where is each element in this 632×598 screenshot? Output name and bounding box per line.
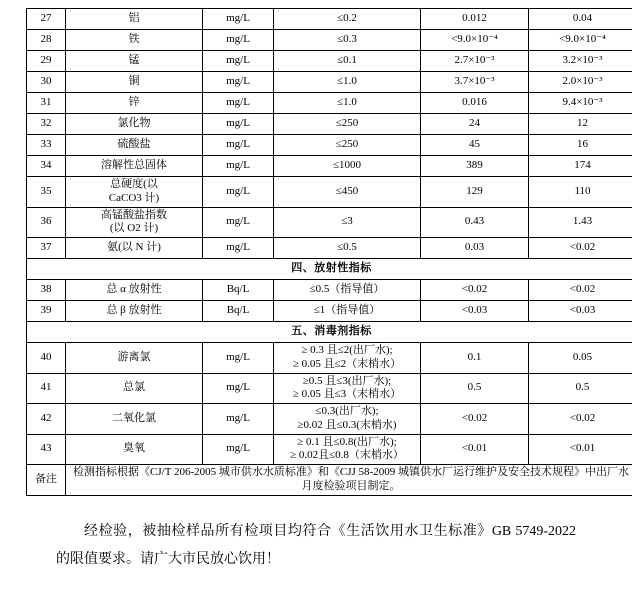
indicator-unit: mg/L [203, 114, 274, 135]
indicator-unit: mg/L [203, 135, 274, 156]
row-index: 34 [27, 156, 66, 177]
indicator-limit: ≥ 0.1 且≤0.8(出厂水); ≥ 0.02且≤0.8（末梢水） [274, 434, 421, 465]
value-outlet: 0.5 [421, 373, 529, 404]
value-tap: 9.4×10⁻³ [529, 93, 632, 114]
row-index: 27 [27, 9, 66, 30]
value-tap: <0.02 [529, 280, 632, 301]
indicator-name: 溶解性总固体 [66, 156, 203, 177]
indicator-limit: ≥ 0.3 且≤2(出厂水); ≥ 0.05 且≤2（末梢水） [274, 343, 421, 374]
indicator-unit: mg/L [203, 177, 274, 208]
row-index: 32 [27, 114, 66, 135]
section-title: 四、放射性指标 [27, 259, 632, 280]
conclusion-block [26, 518, 606, 574]
indicator-limit: ≤0.3(出厂水); ≥0.02 且≤0.3(末梢水) [274, 404, 421, 435]
table-section-row [27, 322, 632, 343]
value-outlet: <0.02 [421, 404, 529, 435]
value-tap: 12 [529, 114, 632, 135]
value-tap: 3.2×10⁻³ [529, 51, 632, 72]
value-outlet: <9.0×10⁻⁴ [421, 30, 529, 51]
indicator-name: 氨(以 N 计) [66, 238, 203, 259]
indicator-unit: Bq/L [203, 280, 274, 301]
indicator-limit: ≤250 [274, 135, 421, 156]
table-row [27, 72, 632, 93]
indicator-unit: mg/L [203, 156, 274, 177]
row-index: 39 [27, 301, 66, 322]
indicator-limit: ≤0.5 [274, 238, 421, 259]
section-title: 五、消毒剂指标 [27, 322, 632, 343]
row-index: 29 [27, 51, 66, 72]
indicator-unit: mg/L [203, 30, 274, 51]
indicator-unit: mg/L [203, 72, 274, 93]
row-index: 38 [27, 280, 66, 301]
indicator-name: 总硬度(以 CaCO3 计) [66, 177, 203, 208]
indicator-name: 臭氧 [66, 434, 203, 465]
row-index: 41 [27, 373, 66, 404]
value-outlet: 0.016 [421, 93, 529, 114]
table-row [27, 114, 632, 135]
value-tap: <0.02 [529, 238, 632, 259]
table-note-row [27, 465, 632, 496]
conclusion-text: 经检验，被抽检样品所有检项目均符合《生活饮用水卫生标准》GB 5749-2022 的限值要求。请广大市民放心饮用！ [56, 523, 576, 567]
row-index: 36 [27, 207, 66, 238]
row-index: 42 [27, 404, 66, 435]
indicator-limit: ≤0.3 [274, 30, 421, 51]
indicator-limit: ≤0.5（指导值） [274, 280, 421, 301]
value-outlet: <0.02 [421, 280, 529, 301]
indicator-limit: ≤250 [274, 114, 421, 135]
value-outlet: 45 [421, 135, 529, 156]
value-tap: 1.43 [529, 207, 632, 238]
value-outlet: <0.03 [421, 301, 529, 322]
row-index: 43 [27, 434, 66, 465]
value-tap: <0.03 [529, 301, 632, 322]
value-outlet: 0.012 [421, 9, 529, 30]
table-row [27, 135, 632, 156]
value-tap: <0.02 [529, 404, 632, 435]
indicator-unit: mg/L [203, 343, 274, 374]
value-outlet: 3.7×10⁻³ [421, 72, 529, 93]
indicator-unit: mg/L [203, 404, 274, 435]
value-outlet: 0.03 [421, 238, 529, 259]
table-row [27, 238, 632, 259]
indicator-limit: ≤0.2 [274, 9, 421, 30]
indicator-unit: mg/L [203, 51, 274, 72]
table-row [27, 343, 632, 374]
table-row [27, 207, 632, 238]
row-index: 33 [27, 135, 66, 156]
row-index: 28 [27, 30, 66, 51]
indicator-unit: mg/L [203, 238, 274, 259]
value-tap: <9.0×10⁻⁴ [529, 30, 632, 51]
indicator-limit: ≤1.0 [274, 72, 421, 93]
table-row [27, 301, 632, 322]
value-outlet: 389 [421, 156, 529, 177]
indicator-name: 锌 [66, 93, 203, 114]
note-text: 检测指标根据《CJ/T 206-2005 城市供水水质标准》和《CJJ 58-2009 城镇供水厂运行维护及安全技术规程》中出厂水月度检验项目制定。 [66, 465, 632, 496]
table-section-row [27, 259, 632, 280]
value-tap: 0.04 [529, 9, 632, 30]
row-index: 31 [27, 93, 66, 114]
note-label: 备注 [27, 465, 66, 496]
value-tap: <0.01 [529, 434, 632, 465]
indicator-name: 总 α 放射性 [66, 280, 203, 301]
value-outlet: 0.43 [421, 207, 529, 238]
table-row [27, 51, 632, 72]
table-row [27, 404, 632, 435]
indicator-unit: mg/L [203, 9, 274, 30]
row-index: 40 [27, 343, 66, 374]
indicator-limit: ≤3 [274, 207, 421, 238]
value-tap: 174 [529, 156, 632, 177]
indicator-limit: ≤1000 [274, 156, 421, 177]
indicator-limit: ≤0.1 [274, 51, 421, 72]
value-outlet: 24 [421, 114, 529, 135]
indicator-limit: ≥0.5 且≤3(出厂水); ≥ 0.05 且≤3（末梢水） [274, 373, 421, 404]
table-row [27, 177, 632, 208]
indicator-unit: mg/L [203, 373, 274, 404]
table-row [27, 434, 632, 465]
indicator-name: 硫酸盐 [66, 135, 203, 156]
indicator-name: 锰 [66, 51, 203, 72]
water-quality-table [26, 8, 632, 496]
value-tap: 16 [529, 135, 632, 156]
value-tap: 110 [529, 177, 632, 208]
table-row [27, 9, 632, 30]
value-tap: 2.0×10⁻³ [529, 72, 632, 93]
indicator-unit: mg/L [203, 207, 274, 238]
table-row [27, 156, 632, 177]
value-tap: 0.5 [529, 373, 632, 404]
value-outlet: 129 [421, 177, 529, 208]
value-outlet: 0.1 [421, 343, 529, 374]
indicator-unit: Bq/L [203, 301, 274, 322]
indicator-limit: ≤450 [274, 177, 421, 208]
value-outlet: 2.7×10⁻³ [421, 51, 529, 72]
row-index: 30 [27, 72, 66, 93]
value-outlet: <0.01 [421, 434, 529, 465]
indicator-limit: ≤1（指导值） [274, 301, 421, 322]
indicator-name: 总 β 放射性 [66, 301, 203, 322]
row-index: 37 [27, 238, 66, 259]
indicator-name: 铝 [66, 9, 203, 30]
indicator-name: 高锰酸盐指数 (以 O2 计) [66, 207, 203, 238]
table-row [27, 280, 632, 301]
indicator-name: 总氯 [66, 373, 203, 404]
indicator-name: 氯化物 [66, 114, 203, 135]
indicator-name: 铁 [66, 30, 203, 51]
table-row [27, 30, 632, 51]
indicator-unit: mg/L [203, 434, 274, 465]
value-tap: 0.05 [529, 343, 632, 374]
indicator-name: 游离氯 [66, 343, 203, 374]
indicator-unit: mg/L [203, 93, 274, 114]
indicator-name: 二氧化氯 [66, 404, 203, 435]
table-row [27, 373, 632, 404]
row-index: 35 [27, 177, 66, 208]
indicator-limit: ≤1.0 [274, 93, 421, 114]
table-row [27, 93, 632, 114]
indicator-name: 铜 [66, 72, 203, 93]
